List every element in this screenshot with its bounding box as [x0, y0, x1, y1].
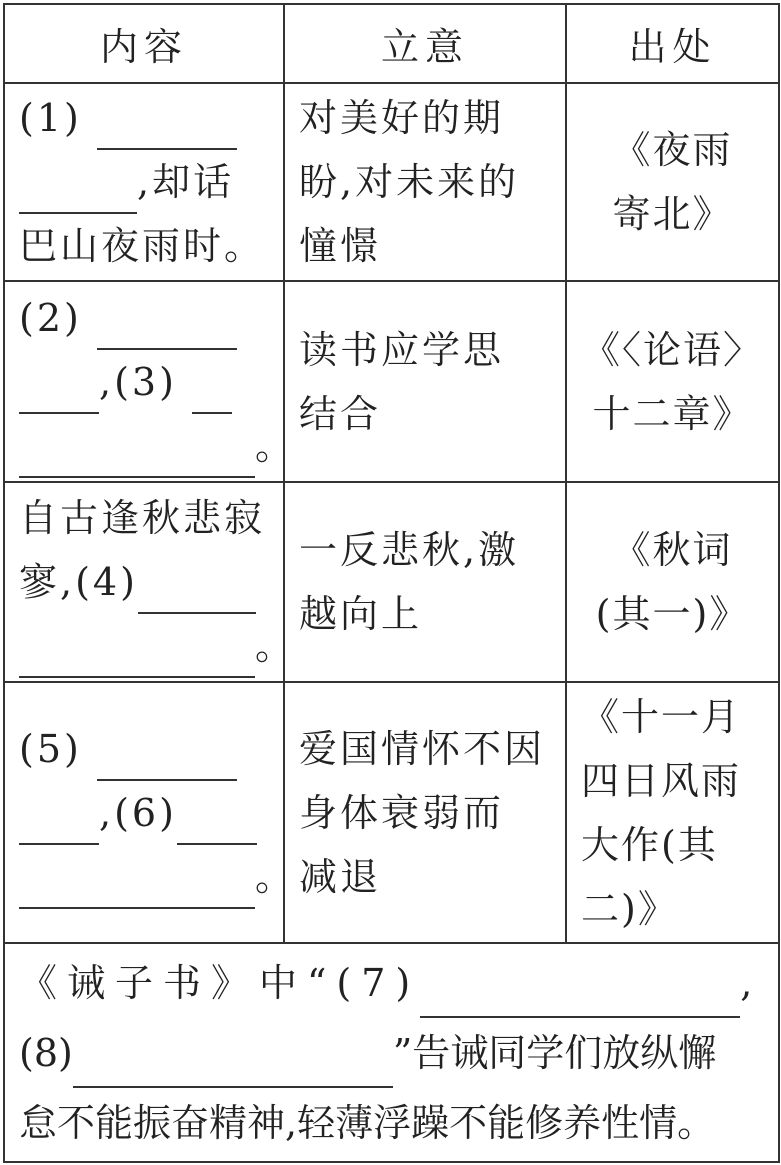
table-row: [4, 482, 779, 682]
answer-blank-1-cont[interactable]: [19, 168, 137, 214]
content-cell: [4, 482, 297, 682]
answer-blank-3-cont[interactable]: [19, 432, 255, 478]
source-cell: [566, 281, 779, 481]
source-text: 二)》: [581, 886, 678, 931]
source-cell: [566, 682, 779, 943]
answer-blank-2-cont[interactable]: [19, 368, 99, 414]
blank-label-6: ,(6): [99, 790, 177, 835]
source-cell: [566, 482, 779, 682]
answer-blank-3[interactable]: [192, 368, 232, 414]
table-row: [4, 682, 779, 943]
theme-text: 减退: [299, 854, 382, 899]
blank-label-3: ,(3): [99, 359, 177, 404]
source-text: 大作(其: [581, 822, 718, 867]
answer-blank-6-cont[interactable]: [19, 863, 255, 909]
content-text: 自古逢秋悲寂: [19, 495, 266, 540]
answer-blank-1[interactable]: [97, 104, 237, 150]
source-text: 寄北》: [612, 192, 733, 237]
footer-text: 怠不能振奋精神,轻薄浮躁不能修养性情。: [19, 1100, 716, 1145]
table-row: [4, 281, 779, 481]
blank-label-1: (1): [19, 96, 82, 141]
table-row: [4, 83, 779, 281]
theme-text: 爱国情怀不因: [299, 726, 546, 771]
answer-blank-7[interactable]: [420, 972, 740, 1018]
answer-blank-5[interactable]: [97, 735, 237, 781]
source-text: 《秋词: [612, 527, 733, 572]
theme-text: 结合: [299, 391, 382, 436]
content-text: 。: [255, 623, 297, 668]
header-content: 内容: [4, 4, 284, 83]
theme-text: 一反悲秋,激: [299, 527, 520, 572]
source-text: 《十一月: [581, 694, 742, 739]
theme-cell: [284, 83, 566, 281]
source-text: 十二章》: [592, 391, 753, 436]
content-text: 。: [255, 854, 297, 899]
answer-blank-4[interactable]: [138, 568, 256, 614]
theme-text: 读书应学思: [299, 327, 505, 372]
header-row: [4, 4, 779, 83]
source-cell: [566, 83, 779, 281]
content-text: 巴山夜雨时。: [19, 224, 266, 269]
content-text: 。: [255, 423, 297, 468]
footer-text: ”告诫同学们放纵懈: [392, 1030, 717, 1075]
header-source: 出处: [566, 4, 779, 83]
footer-row: [4, 943, 779, 1162]
footer-text: ,: [740, 960, 753, 1005]
header-theme: 立意: [284, 4, 566, 83]
answer-blank-4-cont[interactable]: [19, 632, 255, 678]
poem-table: [3, 3, 780, 1163]
content-cell: [4, 281, 297, 481]
source-text: 四日风雨: [581, 758, 742, 803]
theme-text: 对美好的期: [299, 96, 505, 141]
source-text: (其一)》: [595, 591, 750, 636]
answer-blank-5-cont[interactable]: [19, 799, 99, 845]
footer-text: 《诫子书》中“(7): [19, 960, 421, 1005]
blank-label-4: 寥,(4): [19, 559, 138, 604]
theme-text: 憧憬: [299, 224, 382, 269]
answer-blank-6[interactable]: [177, 799, 257, 845]
content-cell: [4, 682, 297, 943]
theme-text: 身体衰弱而: [299, 790, 505, 835]
source-text: 《夜雨: [612, 128, 733, 173]
content-text: ,却话: [137, 160, 235, 205]
theme-cell: [284, 281, 566, 481]
theme-cell: [284, 682, 566, 943]
theme-cell: [284, 482, 566, 682]
answer-blank-8[interactable]: [73, 1042, 393, 1088]
blank-label-2: (2): [19, 295, 82, 340]
blank-label-5: (5): [19, 726, 82, 771]
footer-text: (8): [19, 1030, 73, 1075]
answer-blank-2[interactable]: [97, 304, 237, 350]
footer-cell: [4, 943, 779, 1162]
theme-text: 盼,对未来的: [299, 160, 520, 205]
theme-text: 越向上: [299, 591, 423, 636]
content-cell: [4, 83, 284, 281]
source-text: 《〈论语〉: [581, 327, 763, 372]
